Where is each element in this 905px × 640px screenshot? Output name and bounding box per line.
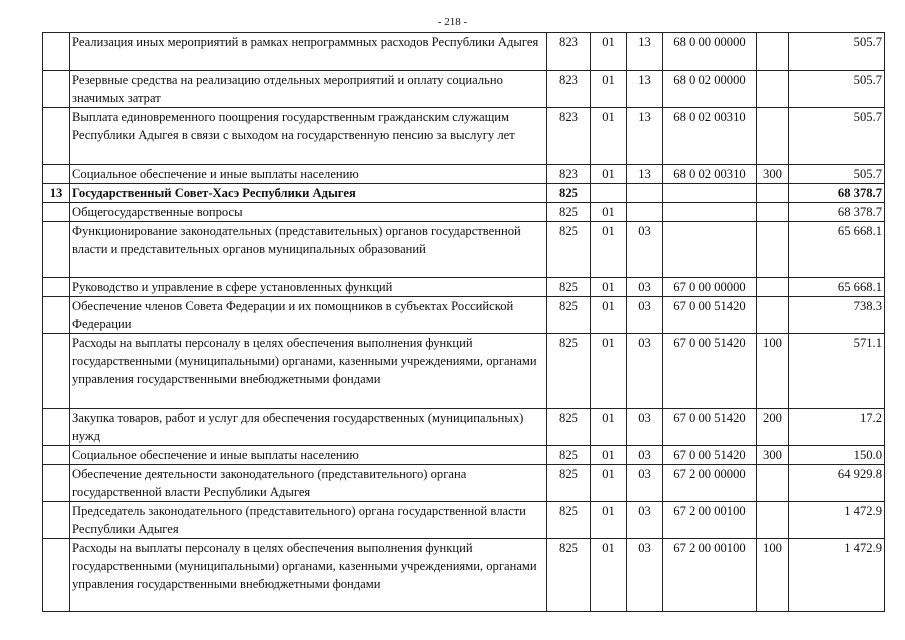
table-row <box>43 278 885 297</box>
table-row <box>43 184 885 203</box>
expense-type-code-cell <box>757 502 789 539</box>
amount-cell: 1 472.9 <box>789 502 885 539</box>
subsection-code-cell: 13 <box>627 108 663 165</box>
target-article-code-cell: 68 0 02 00310 <box>663 108 757 165</box>
amount-cell: 1 472.9 <box>789 539 885 612</box>
amount-cell: 68 378.7 <box>789 184 885 203</box>
row-number-cell <box>43 222 70 278</box>
amount-cell: 505.7 <box>789 33 885 71</box>
section-code-cell: 01 <box>591 71 627 108</box>
subsection-code-cell: 13 <box>627 33 663 71</box>
table-row <box>43 539 885 612</box>
target-article-code-cell: 67 0 00 00000 <box>663 278 757 297</box>
amount-cell: 505.7 <box>789 71 885 108</box>
row-number-cell <box>43 33 70 71</box>
ministry-code-cell: 825 <box>547 297 591 334</box>
target-article-code-cell: 67 2 00 00100 <box>663 502 757 539</box>
row-number-cell: 13 <box>43 184 70 203</box>
target-article-code-cell: 67 0 00 51420 <box>663 334 757 409</box>
section-code-cell: 01 <box>591 278 627 297</box>
section-code-cell: 01 <box>591 334 627 409</box>
subsection-code-cell: 13 <box>627 165 663 184</box>
expense-name-cell: Функционирование законодательных (представительных) органов государственной власти и представительных органов муниципальных образований <box>70 222 547 278</box>
section-code-cell: 01 <box>591 222 627 278</box>
expense-type-code-cell: 100 <box>757 539 789 612</box>
expense-type-code-cell <box>757 278 789 297</box>
amount-cell: 65 668.1 <box>789 222 885 278</box>
target-article-code-cell: 68 0 02 00000 <box>663 71 757 108</box>
expense-type-code-cell <box>757 222 789 278</box>
expense-name-cell: Расходы на выплаты персоналу в целях обеспечения выполнения функций государственными (муниципальными) органами, казенными учреждениями, органами управления государственными внебюджетными фондами <box>70 334 547 409</box>
target-article-code-cell: 68 0 02 00310 <box>663 165 757 184</box>
row-number-cell <box>43 297 70 334</box>
section-code-cell: 01 <box>591 502 627 539</box>
amount-cell: 17.2 <box>789 409 885 446</box>
target-article-code-cell <box>663 184 757 203</box>
expense-name-cell: Социальное обеспечение и иные выплаты населению <box>70 165 547 184</box>
expense-name-cell: Выплата единовременного поощрения государственным гражданским служащим Республики Адыгея в связи с выходом на государственную пенсию за выслугу лет <box>70 108 547 165</box>
ministry-code-cell: 825 <box>547 539 591 612</box>
subsection-code-cell: 03 <box>627 539 663 612</box>
expense-type-code-cell: 100 <box>757 334 789 409</box>
subsection-code-cell: 03 <box>627 278 663 297</box>
ministry-code-cell: 825 <box>547 222 591 278</box>
target-article-code-cell <box>663 222 757 278</box>
ministry-code-cell: 825 <box>547 184 591 203</box>
row-number-cell <box>43 334 70 409</box>
page-number: - 218 - <box>437 16 468 28</box>
row-number-cell <box>43 108 70 165</box>
row-number-cell <box>43 203 70 222</box>
subsection-code-cell: 13 <box>627 71 663 108</box>
table-row <box>43 71 885 108</box>
ministry-code-cell: 825 <box>547 465 591 502</box>
table-row <box>43 297 885 334</box>
ministry-code-cell: 825 <box>547 334 591 409</box>
expense-name-cell: Резервные средства на реализацию отдельных мероприятий и оплату социально значимых затрат <box>70 71 547 108</box>
section-code-cell: 01 <box>591 165 627 184</box>
table-body <box>43 33 885 612</box>
section-code-cell: 01 <box>591 465 627 502</box>
expense-name-cell: Председатель законодательного (представительного) органа государственной власти Республики Адыгея <box>70 502 547 539</box>
amount-cell: 64 929.8 <box>789 465 885 502</box>
target-article-code-cell <box>663 203 757 222</box>
expense-type-code-cell <box>757 184 789 203</box>
ministry-code-cell: 825 <box>547 409 591 446</box>
expense-type-code-cell <box>757 33 789 71</box>
row-number-cell <box>43 165 70 184</box>
amount-cell: 68 378.7 <box>789 203 885 222</box>
table-row <box>43 222 885 278</box>
subsection-code-cell <box>627 203 663 222</box>
expense-type-code-cell: 300 <box>757 165 789 184</box>
expense-name-cell: Реализация иных мероприятий в рамках непрограммных расходов Республики Адыгея <box>70 33 547 71</box>
subsection-code-cell <box>627 184 663 203</box>
target-article-code-cell: 67 0 00 51420 <box>663 409 757 446</box>
section-code-cell: 01 <box>591 203 627 222</box>
expense-name-cell: Государственный Совет-Хасэ Республики Адыгея <box>70 184 547 203</box>
ministry-code-cell: 825 <box>547 446 591 465</box>
amount-cell: 150.0 <box>789 446 885 465</box>
section-code-cell: 01 <box>591 297 627 334</box>
expense-type-code-cell <box>757 297 789 334</box>
target-article-code-cell: 67 2 00 00100 <box>663 539 757 612</box>
expense-type-code-cell: 200 <box>757 409 789 446</box>
table-row <box>43 203 885 222</box>
subsection-code-cell: 03 <box>627 502 663 539</box>
section-code-cell <box>591 184 627 203</box>
table-row <box>43 446 885 465</box>
section-code-cell: 01 <box>591 33 627 71</box>
row-number-cell <box>43 502 70 539</box>
ministry-code-cell: 823 <box>547 71 591 108</box>
table-row <box>43 409 885 446</box>
amount-cell: 738.3 <box>789 297 885 334</box>
ministry-code-cell: 823 <box>547 165 591 184</box>
expense-type-code-cell: 300 <box>757 446 789 465</box>
budget-table <box>42 32 885 612</box>
table-row <box>43 465 885 502</box>
amount-cell: 571.1 <box>789 334 885 409</box>
row-number-cell <box>43 465 70 502</box>
row-number-cell <box>43 278 70 297</box>
row-number-cell <box>43 409 70 446</box>
row-number-cell <box>43 71 70 108</box>
subsection-code-cell: 03 <box>627 446 663 465</box>
target-article-code-cell: 68 0 00 00000 <box>663 33 757 71</box>
table-row <box>43 502 885 539</box>
section-code-cell: 01 <box>591 108 627 165</box>
expense-name-cell: Руководство и управление в сфере установленных функций <box>70 278 547 297</box>
target-article-code-cell: 67 0 00 51420 <box>663 446 757 465</box>
target-article-code-cell: 67 0 00 51420 <box>663 297 757 334</box>
ministry-code-cell: 823 <box>547 33 591 71</box>
table-row <box>43 108 885 165</box>
amount-cell: 65 668.1 <box>789 278 885 297</box>
ministry-code-cell: 825 <box>547 278 591 297</box>
table-row <box>43 165 885 184</box>
section-code-cell: 01 <box>591 539 627 612</box>
expense-name-cell: Социальное обеспечение и иные выплаты населению <box>70 446 547 465</box>
expense-name-cell: Расходы на выплаты персоналу в целях обеспечения выполнения функций государственными (муниципальными) органами, казенными учреждениями, органами управления государственными внебюджетными фондами <box>70 539 547 612</box>
target-article-code-cell: 67 2 00 00000 <box>663 465 757 502</box>
ministry-code-cell: 825 <box>547 203 591 222</box>
subsection-code-cell: 03 <box>627 465 663 502</box>
amount-cell: 505.7 <box>789 165 885 184</box>
subsection-code-cell: 03 <box>627 222 663 278</box>
expense-name-cell: Обеспечение деятельности законодательного (представительного) органа государственной власти Республики Адыгея <box>70 465 547 502</box>
expense-type-code-cell <box>757 203 789 222</box>
expense-name-cell: Общегосударственные вопросы <box>70 203 547 222</box>
expense-name-cell: Закупка товаров, работ и услуг для обеспечения государственных (муниципальных) нужд <box>70 409 547 446</box>
expense-type-code-cell <box>757 465 789 502</box>
subsection-code-cell: 03 <box>627 409 663 446</box>
table-row <box>43 334 885 409</box>
amount-cell: 505.7 <box>789 108 885 165</box>
table-row <box>43 33 885 71</box>
subsection-code-cell: 03 <box>627 334 663 409</box>
subsection-code-cell: 03 <box>627 297 663 334</box>
row-number-cell <box>43 539 70 612</box>
section-code-cell: 01 <box>591 446 627 465</box>
expense-type-code-cell <box>757 71 789 108</box>
expense-name-cell: Обеспечение членов Совета Федерации и их помощников в субъектах Российской Федерации <box>70 297 547 334</box>
section-code-cell: 01 <box>591 409 627 446</box>
ministry-code-cell: 823 <box>547 108 591 165</box>
expense-type-code-cell <box>757 108 789 165</box>
row-number-cell <box>43 446 70 465</box>
ministry-code-cell: 825 <box>547 502 591 539</box>
